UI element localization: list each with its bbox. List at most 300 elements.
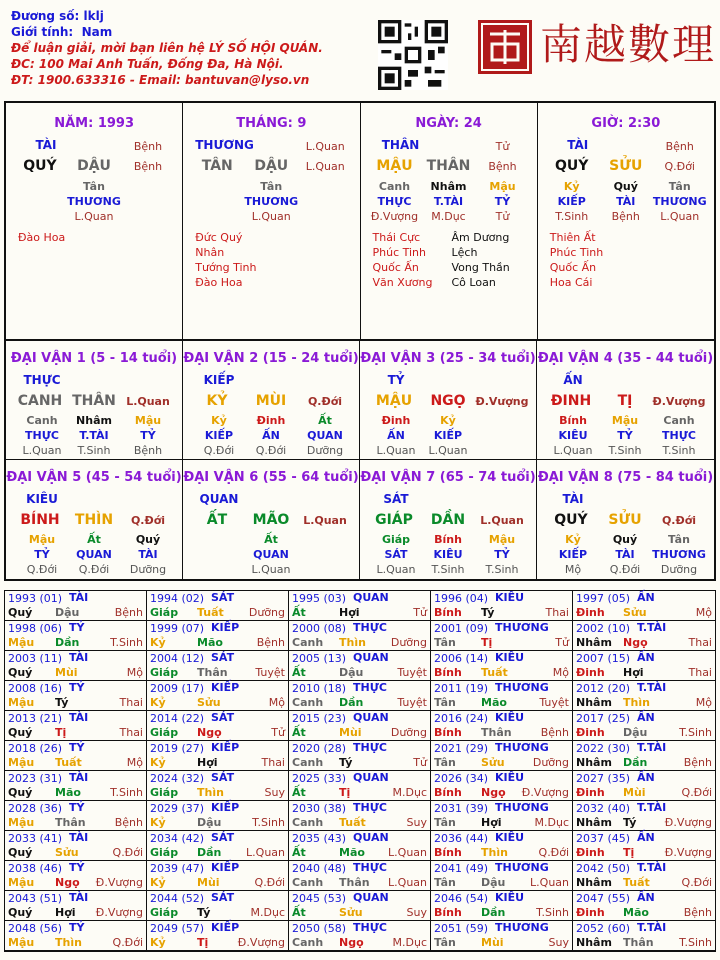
year-cell[interactable] xyxy=(573,831,715,861)
year-can: Ất xyxy=(292,726,306,739)
year-cell[interactable] xyxy=(431,591,573,621)
hidden-thap-than: TÀI xyxy=(616,195,636,208)
dai-van-chi: DẦN xyxy=(430,512,466,528)
hidden-stage: L.Quan xyxy=(376,444,416,457)
year-can: Kỷ xyxy=(150,936,166,949)
year-thap-than: KIÊU xyxy=(495,651,525,664)
hidden-stage: T.Sinh xyxy=(431,563,465,576)
year-chi: Ngọ xyxy=(623,636,648,649)
year-cell[interactable] xyxy=(573,651,715,681)
year-cell[interactable] xyxy=(289,591,431,621)
year-cell[interactable] xyxy=(431,651,573,681)
dai-van-stage: Q.Đới xyxy=(307,395,343,408)
year-label: 2006 (14) xyxy=(434,652,489,665)
star-item: Đức Quý Nhân xyxy=(195,231,243,259)
year-cell[interactable] xyxy=(147,921,289,951)
year-cell[interactable] xyxy=(147,621,289,651)
year-chi: Mão xyxy=(339,846,365,859)
year-chi: Dậu xyxy=(197,816,222,829)
hidden-stage: L.Quan xyxy=(376,563,416,576)
year-cell[interactable] xyxy=(573,711,715,741)
year-thap-than: ẤN xyxy=(637,771,655,784)
year-can: Kỷ xyxy=(150,816,166,829)
year-thap-than: TÀI xyxy=(69,651,89,664)
year-can: Tân xyxy=(434,876,456,889)
hidden-stage: L.Quan xyxy=(428,444,468,457)
year-cell[interactable] xyxy=(147,651,289,681)
year-thap-than: TỶ xyxy=(69,741,85,754)
year-chi: Mùi xyxy=(481,936,504,949)
year-cell[interactable] xyxy=(431,681,573,711)
year-stage: Dưỡng xyxy=(390,636,427,649)
year-stage: Tử xyxy=(413,606,427,619)
year-chi: Hợi xyxy=(339,606,360,619)
stars-col-2 xyxy=(452,230,533,290)
year-cell[interactable] xyxy=(5,651,147,681)
year-label: 2008 (16) xyxy=(8,682,63,695)
year-cell[interactable] xyxy=(431,621,573,651)
dai-van-title: ĐẠI VẬN 1 (5 - 14 tuổi) xyxy=(10,351,178,366)
hidden-can: Đinh xyxy=(256,414,286,427)
hidden-thap-than: QUAN xyxy=(253,548,289,561)
pillar-stage: Bệnh xyxy=(133,140,163,153)
year-chi: Thìn xyxy=(339,636,366,649)
year-label: 2022 (30) xyxy=(576,742,631,755)
qr-code[interactable] xyxy=(378,20,448,90)
dai-van-stage: Đ.Vượng xyxy=(475,395,529,408)
brand-title: 南越數理 xyxy=(540,20,717,69)
year-chi: Thân xyxy=(197,666,228,679)
year-stage: Đ.Vượng xyxy=(521,786,569,799)
year-can: Canh xyxy=(292,756,324,769)
year-can: Mậu xyxy=(8,816,35,829)
year-can: Bính xyxy=(434,906,462,919)
year-cell[interactable] xyxy=(573,801,715,831)
year-label: 2014 (22) xyxy=(150,712,205,725)
year-cell[interactable] xyxy=(147,711,289,741)
hidden-can: Kỷ xyxy=(565,533,581,546)
year-stage: Thai xyxy=(261,756,285,769)
year-can: Quý xyxy=(8,726,33,739)
dai-van-8[interactable] xyxy=(537,460,714,579)
star-item: Phúc Tinh xyxy=(549,246,604,259)
year-cell[interactable] xyxy=(289,711,431,741)
year-can: Giáp xyxy=(150,846,179,859)
year-chi: Mùi xyxy=(339,726,362,739)
year-cell[interactable] xyxy=(5,591,147,621)
year-label: 1999 (07) xyxy=(150,622,205,635)
owner-value: lklj xyxy=(83,9,104,23)
year-label: 2037 (45) xyxy=(576,832,631,845)
dai-van-chi: THÌN xyxy=(74,512,114,528)
year-cell[interactable] xyxy=(289,801,431,831)
year-chi: Tuất xyxy=(197,606,224,619)
year-chi: Hợi xyxy=(481,816,502,829)
year-cell[interactable] xyxy=(5,861,147,891)
year-thap-than: T.TÀI xyxy=(637,621,667,634)
hidden-stage: T.Sinh xyxy=(555,210,589,223)
hidden-thap-than: TỶ xyxy=(494,195,511,208)
dai-van-stage: L.Quan xyxy=(303,514,347,527)
year-cell[interactable] xyxy=(573,771,715,801)
year-stage: Đ.Vượng xyxy=(95,876,143,889)
year-cell[interactable] xyxy=(431,771,573,801)
year-thap-than: ẤN xyxy=(637,591,655,604)
year-can: Mậu xyxy=(8,936,35,949)
pillar-thap-than: THƯƠNG xyxy=(195,138,254,152)
year-label: 2031 (39) xyxy=(434,802,489,815)
hidden-can: Canh xyxy=(378,180,411,193)
year-chi: Tuất xyxy=(481,666,508,679)
pillar-title: NGÀY: 24 xyxy=(415,116,482,131)
year-thap-than: TỶ xyxy=(69,921,85,934)
year-chi: Dần xyxy=(339,696,364,709)
year-cell[interactable] xyxy=(147,801,289,831)
year-stage: Đ.Vượng xyxy=(95,906,143,919)
year-chi: Tuất xyxy=(623,876,650,889)
year-thap-than: KIẾP xyxy=(211,921,240,934)
hidden-stage: T.Sinh xyxy=(485,563,519,576)
year-cell[interactable] xyxy=(431,921,573,951)
year-chi: Thìn xyxy=(55,936,82,949)
year-chi: Dần xyxy=(481,906,506,919)
year-can: Canh xyxy=(292,876,324,889)
year-stage: T.Sinh xyxy=(679,936,712,949)
pillar-can: TÂN xyxy=(201,158,233,174)
year-cell[interactable] xyxy=(289,621,431,651)
hidden-can: Mậu xyxy=(488,533,516,546)
year-can: Đinh xyxy=(576,606,605,619)
year-stage: T.Sinh xyxy=(536,906,569,919)
year-can: Giáp xyxy=(150,666,179,679)
year-thap-than: THƯƠNG xyxy=(495,801,549,814)
pillar-1 xyxy=(183,103,360,339)
year-stage: M.Dục xyxy=(534,816,569,829)
year-cell[interactable] xyxy=(5,711,147,741)
year-label: 2003 (11) xyxy=(8,652,63,665)
year-cell[interactable] xyxy=(147,891,289,921)
year-stage: Mộ xyxy=(126,756,143,769)
hidden-thap-than: SÁT xyxy=(384,548,408,561)
year-label: 2020 (28) xyxy=(292,742,347,755)
year-cell[interactable] xyxy=(147,861,289,891)
annual-grid xyxy=(4,590,716,952)
year-cell[interactable] xyxy=(431,741,573,771)
year-chi: Thân xyxy=(623,936,654,949)
year-cell[interactable] xyxy=(147,771,289,801)
star-item: Quốc Ấn xyxy=(549,261,597,274)
year-thap-than: SÁT xyxy=(211,591,235,604)
hidden-thap-than: TỶ xyxy=(617,429,633,442)
year-can: Giáp xyxy=(150,726,179,739)
year-stage: T.Sinh xyxy=(110,636,143,649)
year-label: 2026 (34) xyxy=(434,772,489,785)
year-stage: Thai xyxy=(119,696,143,709)
year-chi: Mùi xyxy=(55,666,78,679)
year-cell[interactable] xyxy=(431,891,573,921)
dai-van-thap-than: ẤN xyxy=(563,373,583,387)
year-label: 2047 (55) xyxy=(576,892,631,905)
year-cell[interactable] xyxy=(147,741,289,771)
year-thap-than: T.TÀI xyxy=(637,681,667,694)
year-label: 2021 (29) xyxy=(434,742,489,755)
year-cell[interactable] xyxy=(573,891,715,921)
year-cell[interactable] xyxy=(431,711,573,741)
star-item: Âm Dương Lệch xyxy=(451,231,510,259)
pillar-chi-stage: Bệnh xyxy=(488,160,517,173)
year-stage: Đ.Vượng xyxy=(664,816,712,829)
year-chi: Ngọ xyxy=(197,726,222,739)
year-thap-than: QUAN xyxy=(353,591,389,604)
pillar-chi-stage: L.Quan xyxy=(305,160,345,173)
hidden-stage: T.Sinh xyxy=(662,444,696,457)
dai-van-can: ẤT xyxy=(206,512,228,528)
pillar-chi-stage: Bệnh xyxy=(133,160,163,173)
year-cell[interactable] xyxy=(5,831,147,861)
year-label: 2030 (38) xyxy=(292,802,347,815)
hidden-can: Tân xyxy=(83,180,105,193)
year-cell[interactable] xyxy=(289,891,431,921)
year-chi: Mùi xyxy=(623,786,646,799)
year-cell[interactable] xyxy=(573,681,715,711)
year-can: Ất xyxy=(292,606,306,619)
year-cell[interactable] xyxy=(573,741,715,771)
year-thap-than: KIẾP xyxy=(211,801,240,814)
year-thap-than: T.TÀI xyxy=(637,861,667,874)
year-thap-than: THƯƠNG xyxy=(495,621,549,634)
year-cell[interactable] xyxy=(573,921,715,951)
year-stage: Bệnh xyxy=(683,906,712,919)
year-label: 2009 (17) xyxy=(150,682,205,695)
year-chi: Mùi xyxy=(197,876,220,889)
year-thap-than: KIÊU xyxy=(495,771,525,784)
year-chi: Tị xyxy=(197,936,209,949)
hidden-thap-than: KIÊU xyxy=(558,429,588,442)
dai-van-can: CANH xyxy=(17,393,63,409)
year-can: Giáp xyxy=(150,906,179,919)
year-chi: Hợi xyxy=(197,756,218,769)
dai-van-6[interactable] xyxy=(183,460,360,579)
hidden-stage: Mộ xyxy=(564,563,582,576)
hidden-stage: L.Quan xyxy=(660,210,700,223)
year-stage: T.Sinh xyxy=(110,786,143,799)
year-chi: Mão xyxy=(481,696,507,709)
dai-van-3[interactable] xyxy=(360,341,537,460)
hidden-can: Tân xyxy=(260,180,283,193)
dai-van-thap-than: KIẾP xyxy=(203,373,235,387)
year-thap-than: THƯƠNG xyxy=(495,681,549,694)
contact-line-1: Để luận giải, mời bạn liên hệ LÝ SỐ HỘI QUÁN. xyxy=(11,41,323,55)
year-stage: L.Quan xyxy=(530,876,569,889)
year-can: Đinh xyxy=(576,726,605,739)
year-can: Quý xyxy=(8,666,33,679)
year-cell[interactable] xyxy=(431,801,573,831)
year-cell[interactable] xyxy=(5,771,147,801)
year-stage: Suy xyxy=(406,906,427,919)
dai-van-4[interactable] xyxy=(537,341,714,460)
dai-van-thap-than: TÀI xyxy=(562,492,584,506)
year-label: 1993 (01) xyxy=(8,592,63,605)
year-can: Quý xyxy=(8,846,33,859)
hidden-can: Quý xyxy=(613,180,638,193)
year-can: Ất xyxy=(292,906,306,919)
pillar-chi: DẬU xyxy=(77,158,111,174)
year-cell[interactable] xyxy=(5,921,147,951)
year-chi: Sửu xyxy=(197,696,221,709)
year-stage: Mộ xyxy=(268,696,285,709)
stars-col xyxy=(18,230,96,245)
hidden-stage: Dưỡng xyxy=(306,444,344,457)
year-label: 2004 (12) xyxy=(150,652,205,665)
year-can: Đinh xyxy=(576,786,605,799)
year-label: 1998 (06) xyxy=(8,622,63,635)
dai-van-chi: TỊ xyxy=(617,393,633,409)
hidden-can: Tân xyxy=(668,533,690,546)
hidden-can: Mậu xyxy=(28,533,56,546)
year-cell[interactable] xyxy=(573,591,715,621)
year-cell[interactable] xyxy=(431,861,573,891)
dai-van-chi: NGỌ xyxy=(430,393,466,409)
hidden-stage: Tử xyxy=(495,210,510,223)
year-cell[interactable] xyxy=(5,891,147,921)
year-chi: Sửu xyxy=(339,906,363,919)
year-cell[interactable] xyxy=(289,651,431,681)
year-cell[interactable] xyxy=(147,681,289,711)
hidden-thap-than: ẤN xyxy=(387,429,405,442)
year-cell[interactable] xyxy=(289,681,431,711)
dai-van-can: MẬU xyxy=(375,393,413,409)
year-chi: Ngọ xyxy=(481,786,506,799)
year-cell[interactable] xyxy=(147,831,289,861)
year-thap-than: QUAN xyxy=(353,891,389,904)
year-can: Bính xyxy=(434,846,462,859)
year-cell[interactable] xyxy=(5,681,147,711)
hidden-thap-than: TÀI xyxy=(615,548,635,561)
year-label: 2029 (37) xyxy=(150,802,205,815)
year-cell[interactable] xyxy=(289,831,431,861)
year-label: 2012 (20) xyxy=(576,682,631,695)
year-stage: Thai xyxy=(545,606,569,619)
year-label: 2018 (26) xyxy=(8,742,63,755)
year-cell[interactable] xyxy=(573,861,715,891)
dai-van-7[interactable] xyxy=(360,460,537,579)
year-stage: Q.Đới xyxy=(538,846,569,859)
pillar-title: GIỜ: 2:30 xyxy=(591,116,661,131)
year-can: Kỷ xyxy=(150,756,166,769)
year-can: Ất xyxy=(292,846,306,859)
pillar-can: MẬU xyxy=(376,158,413,174)
dai-van-2[interactable] xyxy=(183,341,360,460)
year-label: 2007 (15) xyxy=(576,652,631,665)
sex-value: Nam xyxy=(81,25,113,39)
year-thap-than: SÁT xyxy=(211,771,235,784)
year-cell[interactable] xyxy=(431,831,573,861)
year-can: Mậu xyxy=(8,636,35,649)
year-label: 2016 (24) xyxy=(434,712,489,725)
dai-van-1[interactable] xyxy=(6,341,183,460)
year-thap-than: QUAN xyxy=(353,651,389,664)
year-label: 2015 (23) xyxy=(292,712,347,725)
year-thap-than: ẤN xyxy=(637,831,655,844)
hidden-can: Mậu xyxy=(611,414,639,427)
year-label: 2043 (51) xyxy=(8,892,63,905)
pillar-stage: Tử xyxy=(495,140,510,153)
hidden-thap-than: KIÊU xyxy=(433,548,463,561)
year-stage: Tử xyxy=(555,636,569,649)
year-thap-than: T.TÀI xyxy=(637,801,667,814)
year-cell[interactable] xyxy=(289,771,431,801)
four-pillars xyxy=(4,101,716,341)
dai-van-thap-than: QUAN xyxy=(199,492,239,506)
year-cell[interactable] xyxy=(289,861,431,891)
year-stage: Bệnh xyxy=(114,606,143,619)
year-thap-than: TỶ xyxy=(69,681,85,694)
dai-van-title: ĐẠI VẬN 8 (75 - 84 tuổi) xyxy=(537,470,714,485)
hidden-stage: Dưỡng xyxy=(660,563,698,576)
hidden-stage: L.Quan xyxy=(251,210,291,223)
dai-van-stage: Q.Đới xyxy=(130,514,166,527)
year-thap-than: THỰC xyxy=(353,801,387,814)
year-cell[interactable] xyxy=(5,621,147,651)
pillar-3 xyxy=(538,103,714,339)
year-stage: Q.Đới xyxy=(681,876,712,889)
year-thap-than: TÀI xyxy=(69,891,89,904)
star-item: Cô Loan xyxy=(451,276,496,289)
year-cell[interactable] xyxy=(5,801,147,831)
year-label: 2041 (49) xyxy=(434,862,489,875)
dai-van-thap-than: THỰC xyxy=(23,373,61,387)
hidden-stage: Q.Đới xyxy=(255,444,287,457)
year-stage: Thai xyxy=(688,636,712,649)
year-thap-than: TỶ xyxy=(69,621,85,634)
hidden-stage: Dưỡng xyxy=(129,563,167,576)
year-thap-than: T.TÀI xyxy=(637,741,667,754)
year-chi: Sửu xyxy=(55,846,79,859)
hidden-stage: Q.Đới xyxy=(26,563,58,576)
hidden-stage: L.Quan xyxy=(22,444,62,457)
year-chi: Tị xyxy=(339,786,351,799)
year-can: Đinh xyxy=(576,666,605,679)
year-can: Tân xyxy=(434,636,456,649)
hidden-can: Mậu xyxy=(134,414,162,427)
year-stage: M.Dục xyxy=(392,936,427,949)
year-stage: Bệnh xyxy=(540,726,569,739)
pillar-chi: SỬU xyxy=(609,158,643,174)
year-label: 1997 (05) xyxy=(576,592,631,605)
star-item: Thiên Ất xyxy=(549,231,596,244)
year-cell[interactable] xyxy=(289,921,431,951)
year-cell[interactable] xyxy=(147,591,289,621)
year-stage: Q.Đới xyxy=(112,936,143,949)
year-stage: Mộ xyxy=(126,666,143,679)
year-can: Tân xyxy=(434,936,456,949)
year-label: 2036 (44) xyxy=(434,832,489,845)
year-can: Tân xyxy=(434,696,456,709)
year-chi: Tị xyxy=(55,726,67,739)
year-cell[interactable] xyxy=(573,621,715,651)
year-thap-than: QUAN xyxy=(353,771,389,784)
year-cell[interactable] xyxy=(5,741,147,771)
dai-van-5[interactable] xyxy=(6,460,183,579)
year-stage: Thai xyxy=(119,726,143,739)
year-cell[interactable] xyxy=(289,741,431,771)
year-label: 1994 (02) xyxy=(150,592,205,605)
year-chi: Dậu xyxy=(55,606,80,619)
year-chi: Thìn xyxy=(481,846,508,859)
pillar-can: QUÝ xyxy=(23,158,57,174)
dai-van-thap-than: KIÊU xyxy=(26,492,58,506)
year-stage: Tuyệt xyxy=(539,696,569,709)
